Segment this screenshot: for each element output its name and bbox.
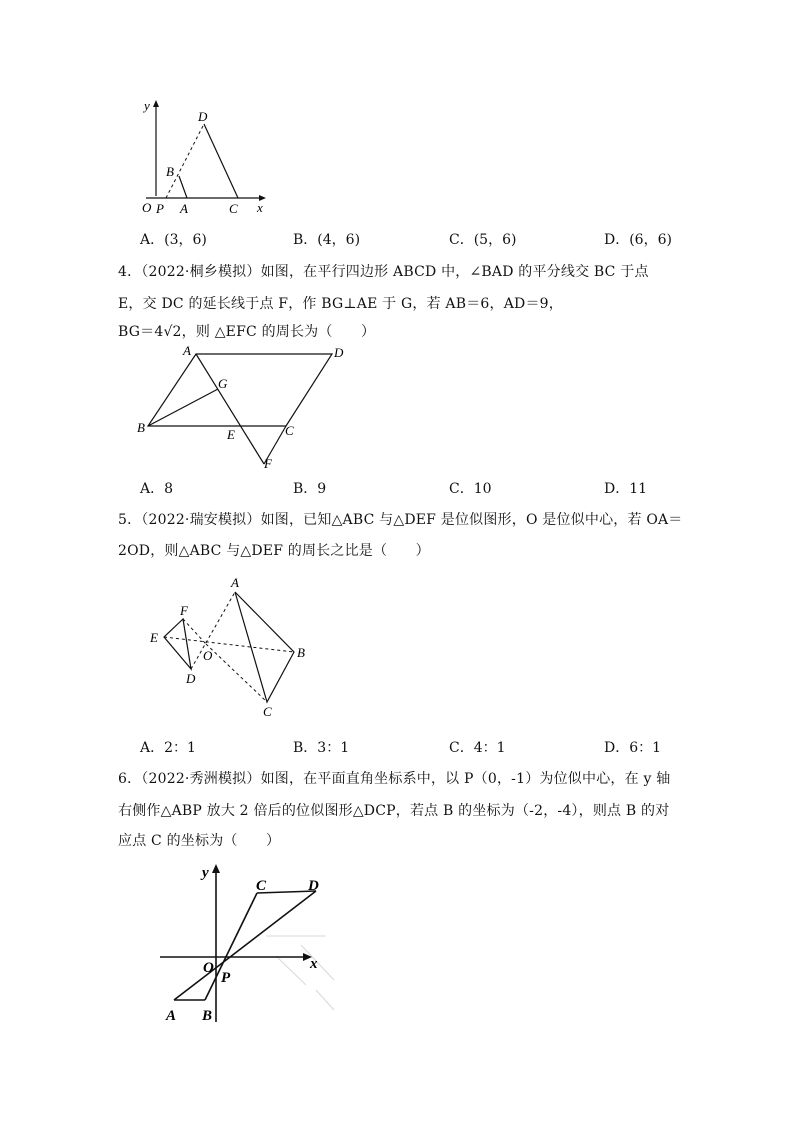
q5-option-a: A．2：1 [140,740,196,756]
segment-bg [148,389,218,426]
triangle-def [164,619,191,669]
parallelogram-abcd [148,354,332,426]
triangle-abc [235,592,294,702]
label-e: E [227,427,235,442]
q4-option-d: D．11 [604,481,648,497]
label-b: B [137,420,145,435]
label-b: B [202,1008,213,1024]
label-a: A [180,201,188,216]
label-c: C [256,878,267,894]
dashed-eb [164,637,294,652]
q6-stem-line3: 应点 C 的坐标为（ ） [118,833,281,849]
label-x: x [310,956,318,972]
q6-stem-line2: 右侧作△ABP 放大 2 倍后的位似图形△DCP，若点 B 的坐标为（-2，-4），则点 B 的对 [118,803,670,819]
label-b: B [166,164,174,179]
label-d: D [334,345,344,360]
label-a: A [231,575,239,590]
label-d: D [186,671,196,686]
label-a: A [166,1008,177,1024]
q5-stem-line1: 5．（2022·瑞安模拟）如图，已知△ABC 与△DEF 是位似图形，O 是位似中心，若 OA＝ [118,512,683,528]
label-f: F [264,456,272,471]
dashed-da [191,592,235,669]
q5-option-c: C．4：1 [449,740,506,756]
label-p: P [221,970,231,986]
q6-stem-line1: 6．（2022·秀洲模拟）如图，在平面直角坐标系中，以 P（0，-1）为位似中心，在 y 轴 [118,771,671,787]
segment-cb [205,893,257,1000]
q4-stem-line3: BG＝4√2，则 △EFC 的周长为（ ） [118,324,376,340]
label-a: A [183,343,191,358]
q4-option-c: C．10 [449,481,492,497]
label-c: C [285,423,294,438]
label-o: O [203,648,213,663]
q5-figure [146,572,316,720]
label-x: x [257,200,263,215]
segment-dc [204,124,238,198]
label-d: D [198,109,208,124]
y-arrow [212,864,220,873]
label-d: D [308,878,319,894]
dashed-oc [206,644,267,702]
label-c: C [229,201,238,216]
label-e: E [150,630,158,645]
segment-ab [179,176,187,198]
label-p: P [156,201,164,216]
q6-figure [156,860,346,1026]
segment-da [174,891,316,1000]
y-arrow [153,100,159,107]
label-g: G [218,376,228,391]
q4-option-a: A．8 [140,481,174,497]
q4-option-b: B．9 [293,481,327,497]
q3-option-c: C．(5，6) [449,232,517,248]
q4-figure [134,340,354,472]
q3-option-d: D．(6，6) [604,232,672,248]
label-y: y [144,98,150,113]
q5-option-b: B．3：1 [293,740,350,756]
dashed-line [166,124,204,198]
q5-stem-line2: 2OD，则△ABC 与△DEF 的周长之比是（ ） [118,543,430,559]
label-y: y [202,865,209,881]
label-o: O [203,960,214,976]
label-o: O [142,200,152,215]
q4-stem-line2: E，交 DC 的延长线于点 F，作 BG⊥AE 于 G，若 AB＝6，AD＝9， [118,296,563,312]
q5-option-d: D．6：1 [604,740,662,756]
q3-option-a: A．(3，6) [140,232,207,248]
label-b: B [297,645,305,660]
q4-stem-line1: 4．（2022·桐乡模拟）如图，在平行四边形 ABCD 中，∠BAD 的平分线交 BC 于点 [118,264,649,280]
label-f: F [180,603,188,618]
q3-option-b: B．(4，6) [293,232,361,248]
faint-background [266,936,334,1010]
segment-af [196,354,264,464]
q3-figure [136,96,276,220]
label-c: C [263,704,272,719]
